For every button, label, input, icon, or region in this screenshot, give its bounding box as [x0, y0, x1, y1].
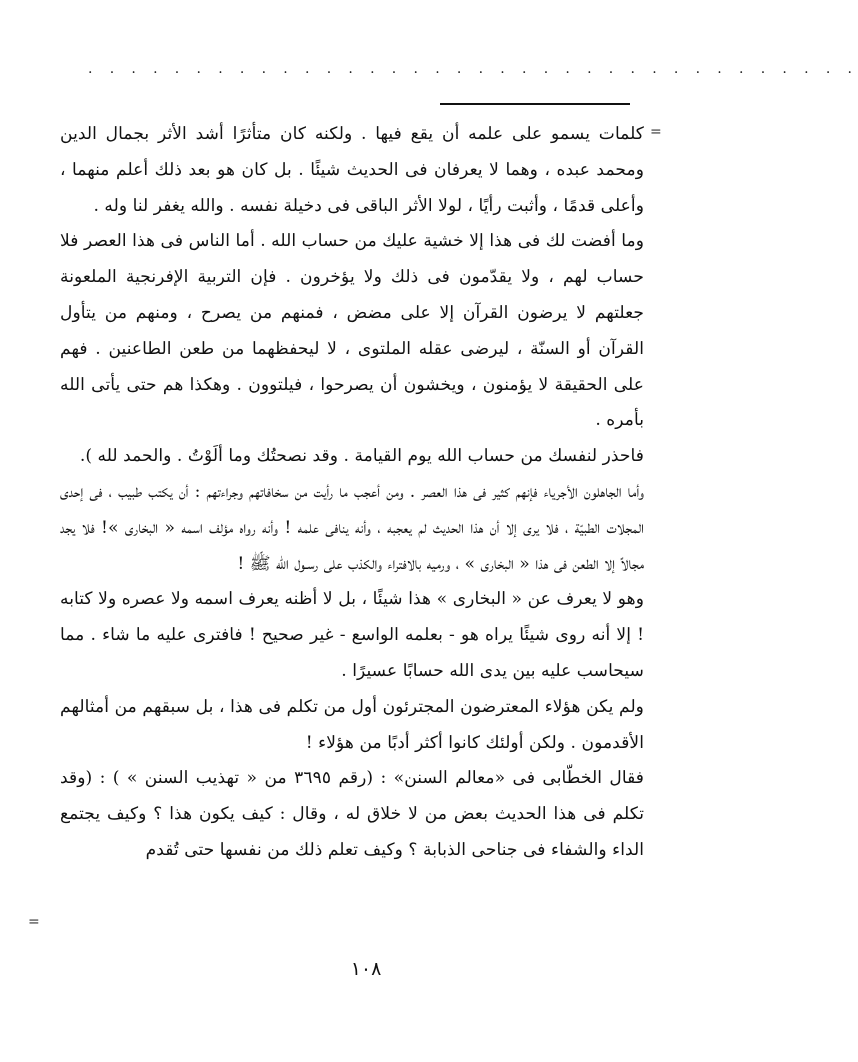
header-rule — [440, 103, 630, 105]
paragraph-6: ولم يكن هؤلاء المعترضون المجترئون أول من تكلم فى هذا ، بل سبقهم من أمثالهم الأقدمون . ولكن أولئك كانوا أكثر أدبًا من هؤلاء ! — [60, 696, 644, 753]
paragraph-2: وما أفضت لك فى هذا إلا خشية عليك من حساب الله . أما الناس فى هذا العصر فلا حساب لهم ، ولا يقدّمون فى ذلك ولا يؤخرون . فإن التربية الإفرنجية الملعونة جعلتهم لا يرضون القرآن إلا على مضض ، فمنهم من يصرح ، ومنهم من يتأول القرآن أو السنّة ، ليرضى عقله الملتوى ، لا ليحفظهما من طعن الطاعنين . فهم على الحقيقة لا يؤمنون ، ويخشون أن يصرحوا ، فيلتوون . وهكذا هم حتى يأتى الله بأمره . — [60, 231, 644, 431]
paragraph-4: وأما الجاهلون الأجرياء فإنهم كثير فى هذا العصر . ومن أعجب ما رأيت من سخافاتهم وجراءتهم : أن يكتب طبيب ، فى إحدى المجلات الطبيّة ، فلا يرى إلا أن هذا الحديث لم يعجبه ، وأنه ينافى علمه ! وأنه رواه مؤلف اسمه « البخارى »! فلا يجد مجالاً إلا الطعن فى هذا « البخارى » ، ورميه بالافتراء والكذب على رسـول الله ﷺ ! — [60, 481, 644, 574]
paragraph-5: وهو لا يعرف عن « البخارى » هذا شيئًا ، بل لا أظنه يعرف اسمه ولا عصره ولا كتابه ! إلا أنه روى شيئًا يراه هو - بعلمه الواسع - غير صحيح ! فافترى عليه ما شاء . مما سيحاسب عليه بين يدى الله حسابًا عسيرًا . — [60, 589, 644, 681]
margin-mark-top: = — [650, 124, 662, 140]
body-text — [60, 117, 644, 947]
margin-mark-bottom: = — [28, 914, 40, 930]
paragraph-1: كلمات يسمو على علمه أن يقع فيها . ولكنه كان متأثرًا أشد الأثر بجمال الدين ومحمد عبده ، وهما لا يعرفان فى الحديث شيئًا . بل كان هو بعد ذلك أعلم منهما ، وأعلى قدمًا ، وأثبت رأيًا ، لولا الأثر الباقى فى دخيلة نفسه . والله يغفر لنا وله . — [60, 124, 644, 216]
header-dotted-line: . . . . . . . . . . . . . . . . . . . . . . . . . . . . . . . . . . . . — [88, 61, 858, 77]
paragraph-7: فقال الخطّابى فى «معالم السنن» : (رقم ٣٦٩٥ من « تهذيب السنن » ) : (وقد تكلم فى هذا الحديث بعض من لا خلاق له ، وقال : كيف يكون هذا ؟ وكيف يجتمع الداء والشفاء فى جناحى الذبابة ؟ وكيف تعلم ذلك من نفسها حتى تُقدم — [60, 768, 644, 860]
paragraph-3: فاحذر لنفسك من حساب الله يوم القيامة . وقد نصحتُك وما ألَوْتُ . والحمد لله ). — [79, 446, 644, 467]
page-number: ١٠٨ — [350, 958, 382, 980]
